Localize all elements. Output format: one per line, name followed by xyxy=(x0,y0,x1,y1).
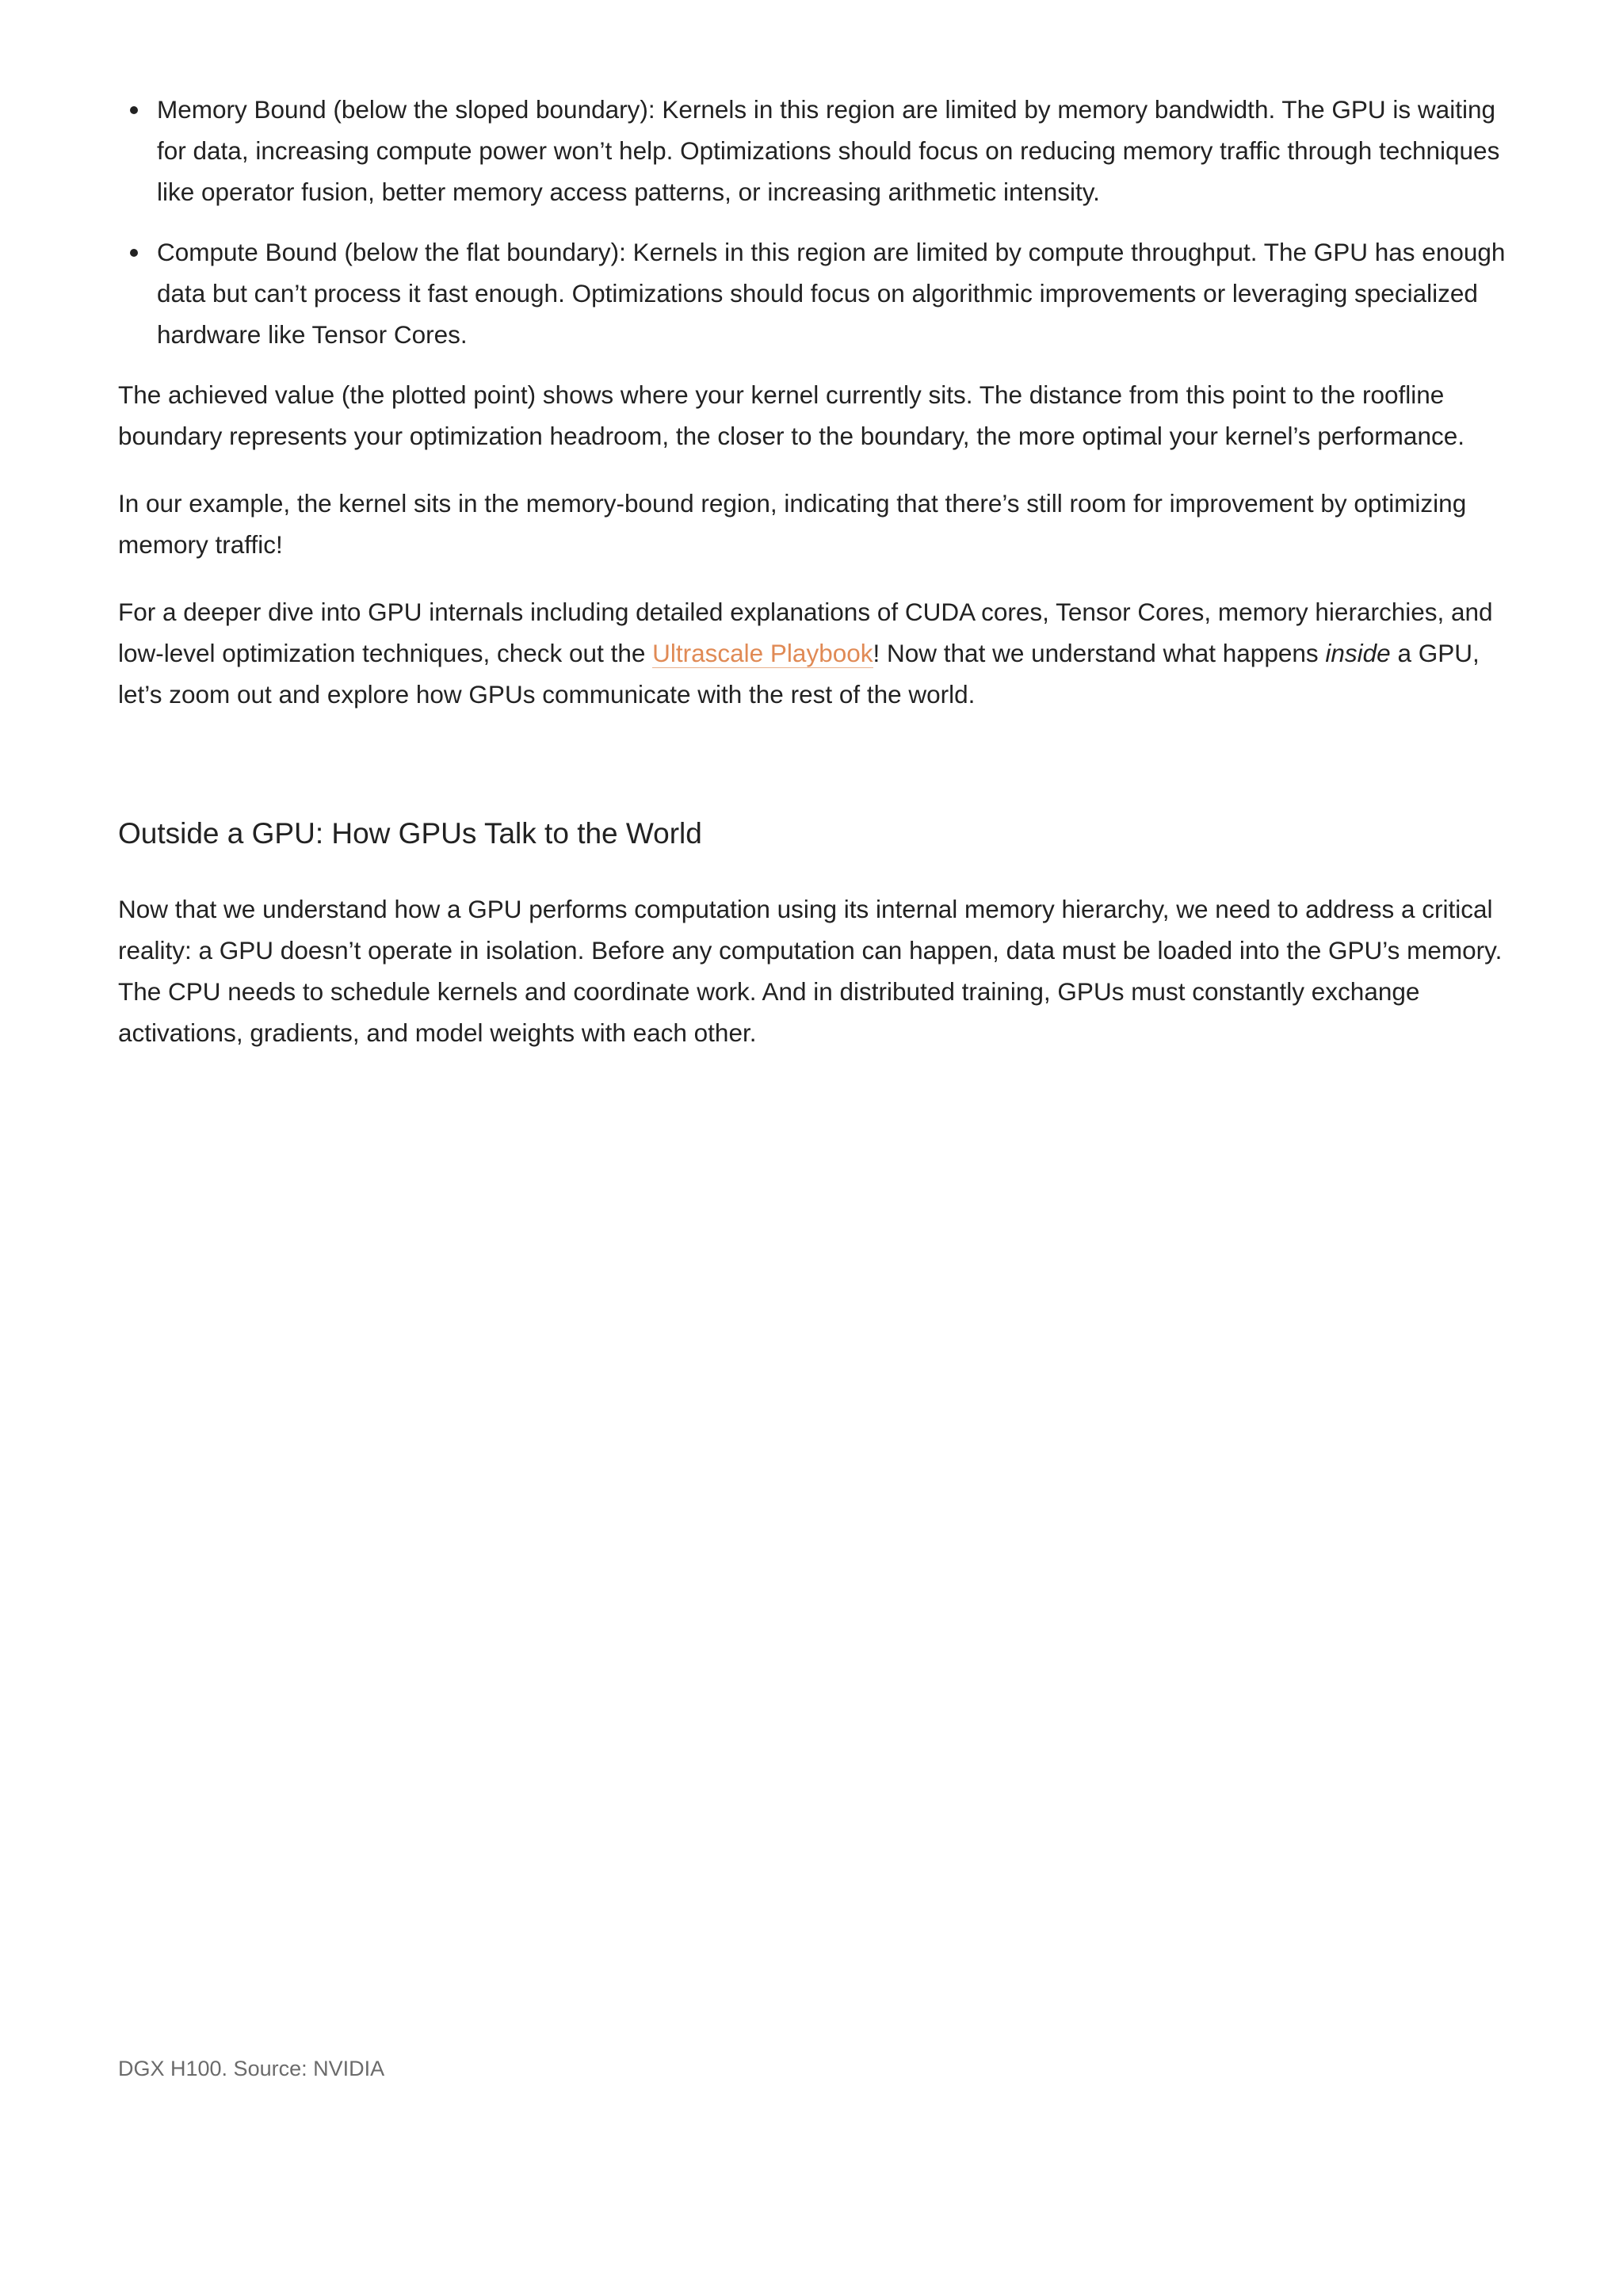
paragraph-example: In our example, the kernel sits in the memory-bound region, indicating that there’s still room for improvement by optimizing memory traffic! xyxy=(118,489,1467,559)
article-content xyxy=(118,89,1513,741)
bullet-dot-icon xyxy=(130,106,138,114)
paragraph-text: ! Now that we understand what happens xyxy=(873,639,1326,667)
section-body xyxy=(118,888,1513,1079)
bullet-dot-icon xyxy=(130,249,138,257)
list-item-text: Memory Bound (below the sloped boundary): Kernels in this region are limited by memory bandwidth. The GPU is waiting for data, increasing compute power won’t help. Optimizations should focus on reducing memory traffic through techniques like operator fusion, better memory access patterns, or increasing arithmetic intensity. xyxy=(157,95,1500,206)
list-item-compute-bound xyxy=(118,231,1513,355)
emphasis-text: inside xyxy=(1325,639,1391,667)
paragraph-achieved-value: The achieved value (the plotted point) shows where your kernel currently sits. The distance from this point to the roofline boundary represents your optimization headroom, the closer to the boundary, the more optimal your kernel’s performance. xyxy=(118,380,1465,450)
roofline-regions-list xyxy=(118,89,1513,355)
paragraph-outside-gpu: Now that we understand how a GPU performs computation using its internal memory hierarchy, we need to address a critical reality: a GPU doesn’t operate in isolation. Before any computation can happen, data must be loaded into the GPU’s memory. The CPU needs to schedule kernels and coordinate work. And in distributed training, GPUs must constantly exchange activations, gradients, and model weights with each other. xyxy=(118,895,1503,1047)
list-item-memory-bound xyxy=(118,89,1513,212)
ultrascale-playbook-link[interactable]: Ultrascale Playbook xyxy=(652,639,873,667)
figure-caption: DGX H100. Source: NVIDIA xyxy=(118,2057,385,2080)
paragraph-text: For a deeper dive into GPU internals including detailed explanations of CUDA cores, Tensor Cores, memory hierarchies, and low-level optimization techniques, check out the xyxy=(118,598,1493,667)
paragraph-text: a GPU, let’s zoom out and explore how GPUs communicate with the rest of the world. xyxy=(118,639,1480,709)
paragraph-deeper-dive xyxy=(118,591,1513,715)
list-item-text: Compute Bound (below the flat boundary): Kernels in this region are limited by compute throughput. The GPU has enough data but can’t process it fast enough. Optimizations should focus on algorithmic improvements or leveraging specialized hardware like Tensor Cores. xyxy=(157,238,1506,349)
figure-image-placeholder xyxy=(118,1078,1513,2033)
section-heading: Outside a GPU: How GPUs Talk to the World xyxy=(118,817,702,850)
